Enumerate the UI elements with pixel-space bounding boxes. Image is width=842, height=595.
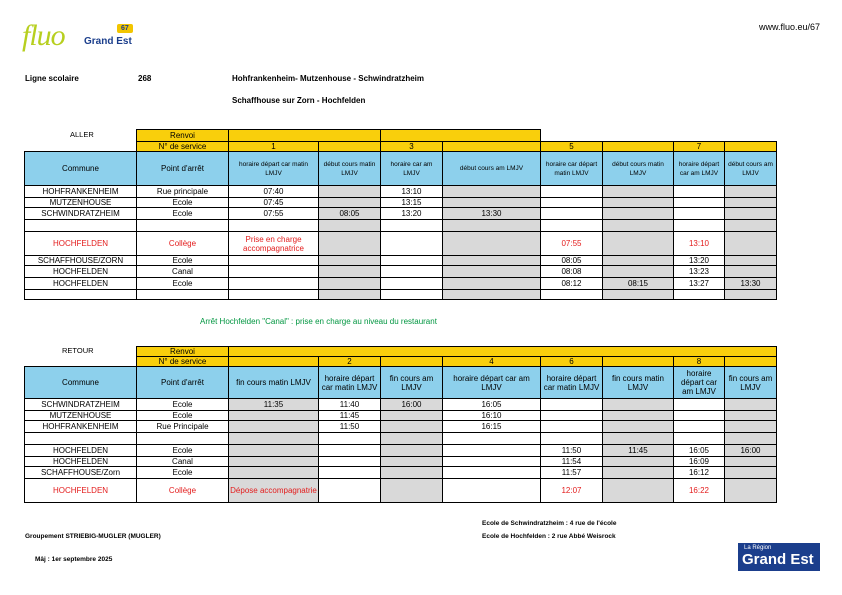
time-cell — [319, 479, 381, 503]
commune-cell: SCHWINDRATZHEIM — [25, 399, 137, 411]
time-cell — [319, 198, 381, 208]
time-cell: 13:27 — [674, 278, 725, 290]
time-cell — [443, 278, 541, 290]
time-cell — [229, 220, 319, 232]
time-cell: 13:10 — [674, 232, 725, 256]
time-cell: 11:57 — [541, 467, 603, 479]
time-cell — [319, 266, 381, 278]
time-cell — [319, 278, 381, 290]
time-cell — [725, 198, 777, 208]
column-header: horaire départ car am LMJV — [674, 152, 725, 186]
table-row — [25, 266, 777, 278]
time-cell: 16:10 — [443, 411, 541, 421]
commune-cell: HOCHFELDEN — [25, 232, 137, 256]
time-cell — [603, 220, 674, 232]
service-number: 4 — [443, 357, 541, 367]
time-cell — [541, 411, 603, 421]
time-cell — [319, 445, 381, 457]
commune-cell: HOCHFELDEN — [25, 479, 137, 503]
service-row — [25, 357, 777, 367]
commune-cell: SCHAFFHOUSE/Zorn — [25, 467, 137, 479]
time-cell: 16:05 — [443, 399, 541, 411]
time-cell — [381, 266, 443, 278]
time-cell: 11:45 — [603, 445, 674, 457]
service-row — [25, 142, 777, 152]
table-row — [25, 479, 777, 503]
time-cell: 11:50 — [541, 445, 603, 457]
time-cell — [381, 467, 443, 479]
table-row — [25, 445, 777, 457]
time-cell: Prise en charge accompagnatrice — [229, 232, 319, 256]
time-cell — [725, 411, 777, 421]
time-cell: 07:55 — [229, 208, 319, 220]
time-cell: 08:12 — [541, 278, 603, 290]
time-cell — [674, 433, 725, 445]
line-number: 268 — [138, 74, 152, 83]
time-cell — [381, 220, 443, 232]
time-cell — [229, 278, 319, 290]
stop-cell: Ecole — [137, 411, 229, 421]
retour-timetable — [24, 346, 777, 503]
service-number — [725, 357, 777, 367]
table-row — [25, 232, 777, 256]
time-cell — [603, 266, 674, 278]
commune-cell: SCHWINDRATZHEIM — [25, 208, 137, 220]
time-cell — [381, 256, 443, 266]
fluo-logo — [22, 20, 142, 56]
column-header: horaire départ car am LMJV — [674, 367, 725, 399]
column-header: Point d'arrêt — [137, 152, 229, 186]
column-header: horaire départ car matin LMJV — [541, 367, 603, 399]
time-cell — [229, 421, 319, 433]
time-cell: 07:45 — [229, 198, 319, 208]
region-logo-big: Grand Est — [742, 551, 814, 568]
renvoi-cell — [381, 130, 541, 142]
time-cell — [443, 467, 541, 479]
column-header: fin cours matin LMJV — [603, 367, 674, 399]
region-logo-small: La Région — [744, 545, 772, 551]
stop-cell: Ecole — [137, 399, 229, 411]
service-number — [725, 142, 777, 152]
table-row — [25, 457, 777, 467]
time-cell — [725, 399, 777, 411]
time-cell: 13:20 — [674, 256, 725, 266]
time-cell: 11:40 — [319, 399, 381, 411]
canal-stop-note: Arrêt Hochfelden "Canal" : prise en charge au niveau du restaurant — [200, 317, 437, 326]
column-header: Commune — [25, 367, 137, 399]
stop-cell: Rue Principale — [137, 421, 229, 433]
time-cell — [603, 421, 674, 433]
time-cell — [603, 479, 674, 503]
aller-title: ALLER — [70, 130, 94, 139]
time-cell — [541, 399, 603, 411]
time-cell — [603, 256, 674, 266]
time-cell — [541, 290, 603, 300]
stop-cell: Ecole — [137, 445, 229, 457]
time-cell: Dépose accompagnatrie — [229, 479, 319, 503]
time-cell — [603, 467, 674, 479]
update-date: Mâj : 1er septembre 2025 — [35, 556, 113, 563]
header-row — [25, 367, 777, 399]
column-header: horaire car départ matin LMJV — [541, 152, 603, 186]
time-cell — [443, 232, 541, 256]
time-cell — [603, 232, 674, 256]
table-row — [25, 278, 777, 290]
column-header: début cours am LMJV — [725, 152, 777, 186]
website-url[interactable]: www.fluo.eu/67 — [758, 22, 820, 32]
column-header: fin cours am LMJV — [725, 367, 777, 399]
service-number — [603, 357, 674, 367]
time-cell — [674, 220, 725, 232]
time-cell — [381, 278, 443, 290]
time-cell — [229, 411, 319, 421]
stop-cell: Collège — [137, 232, 229, 256]
renvoi-row — [25, 130, 777, 142]
service-number: 5 — [541, 142, 603, 152]
time-cell — [443, 256, 541, 266]
table-row — [25, 186, 777, 198]
commune-cell: HOHFRANKENHEIM — [25, 186, 137, 198]
commune-cell: HOCHFELDEN — [25, 457, 137, 467]
service-label: N° de service — [137, 142, 229, 152]
time-cell — [541, 433, 603, 445]
time-cell: 07:55 — [541, 232, 603, 256]
retour-title: RETOUR — [62, 346, 94, 355]
time-cell — [443, 445, 541, 457]
time-cell — [541, 186, 603, 198]
time-cell: 11:54 — [541, 457, 603, 467]
logo-main: fluo — [22, 19, 65, 52]
stop-cell: Collège — [137, 479, 229, 503]
time-cell: 16:15 — [443, 421, 541, 433]
time-cell — [541, 198, 603, 208]
time-cell: 08:15 — [603, 278, 674, 290]
service-number: 2 — [319, 357, 381, 367]
stop-cell: Canal — [137, 457, 229, 467]
stop-cell: Ecole — [137, 467, 229, 479]
time-cell — [229, 467, 319, 479]
time-cell — [381, 457, 443, 467]
time-cell — [381, 479, 443, 503]
commune-cell — [25, 220, 137, 232]
time-cell — [674, 411, 725, 421]
time-cell — [603, 433, 674, 445]
time-cell — [725, 266, 777, 278]
time-cell — [603, 290, 674, 300]
service-number — [381, 357, 443, 367]
time-cell — [381, 411, 443, 421]
time-cell — [229, 256, 319, 266]
time-cell — [603, 399, 674, 411]
stop-cell — [137, 433, 229, 445]
time-cell — [381, 433, 443, 445]
time-cell: 07:40 — [229, 186, 319, 198]
time-cell — [229, 266, 319, 278]
stop-cell: Ecole — [137, 278, 229, 290]
service-number — [443, 142, 541, 152]
time-cell — [229, 445, 319, 457]
time-cell — [443, 220, 541, 232]
table-row — [25, 198, 777, 208]
time-cell: 08:05 — [541, 256, 603, 266]
time-cell — [674, 290, 725, 300]
column-header: Commune — [25, 152, 137, 186]
route-title: Hohfrankenheim- Mutzenhouse - Schwindratzheim — [232, 74, 425, 83]
time-cell — [725, 208, 777, 220]
time-cell — [603, 198, 674, 208]
time-cell — [725, 256, 777, 266]
aller-timetable — [24, 129, 777, 300]
time-cell — [319, 467, 381, 479]
table-row — [25, 399, 777, 411]
time-cell — [541, 220, 603, 232]
time-cell — [674, 198, 725, 208]
commune-cell — [25, 433, 137, 445]
column-header: horaire départ car matin LMJV — [229, 152, 319, 186]
logo-badge: 67 — [117, 24, 133, 33]
service-number: 6 — [541, 357, 603, 367]
time-cell — [725, 421, 777, 433]
time-cell: 13:30 — [443, 208, 541, 220]
service-number — [603, 142, 674, 152]
time-cell — [381, 290, 443, 300]
region-grand-est-logo — [738, 543, 820, 571]
time-cell — [725, 457, 777, 467]
renvoi-cell — [229, 347, 777, 357]
time-cell — [725, 479, 777, 503]
time-cell: 08:08 — [541, 266, 603, 278]
commune-cell — [25, 290, 137, 300]
table-row — [25, 467, 777, 479]
time-cell: 16:00 — [725, 445, 777, 457]
school-address-hochfelden: Ecole de Hochfelden : 2 rue Abbé Weisrock — [482, 533, 616, 540]
stop-cell — [137, 290, 229, 300]
time-cell — [319, 220, 381, 232]
time-cell — [229, 457, 319, 467]
column-header: fin cours matin LMJV — [229, 367, 319, 399]
table-row — [25, 290, 777, 300]
time-cell — [725, 467, 777, 479]
time-cell — [725, 186, 777, 198]
time-cell: 16:09 — [674, 457, 725, 467]
time-cell — [443, 198, 541, 208]
time-cell — [229, 290, 319, 300]
time-cell — [381, 421, 443, 433]
service-number: 3 — [381, 142, 443, 152]
time-cell — [381, 232, 443, 256]
school-address-schwindratzheim: Ecole de Schwindratzheim : 4 rue de l'école — [482, 520, 617, 527]
time-cell — [725, 232, 777, 256]
column-header: Point d'arrêt — [137, 367, 229, 399]
time-cell: 08:05 — [319, 208, 381, 220]
time-cell — [674, 399, 725, 411]
time-cell: 11:50 — [319, 421, 381, 433]
commune-cell: HOCHFELDEN — [25, 278, 137, 290]
commune-cell: HOCHFELDEN — [25, 445, 137, 457]
logo-region: Grand Est — [84, 36, 132, 47]
time-cell: 13:15 — [381, 198, 443, 208]
operator-name: Groupement STRIEBIG-MUGLER (MUGLER) — [25, 533, 161, 540]
time-cell — [443, 479, 541, 503]
commune-cell: HOCHFELDEN — [25, 266, 137, 278]
column-header: horaire car am LMJV — [381, 152, 443, 186]
table-row — [25, 411, 777, 421]
table-row — [25, 433, 777, 445]
column-header: horaire départ car am LMJV — [443, 367, 541, 399]
service-number: 7 — [674, 142, 725, 152]
time-cell: 16:00 — [381, 399, 443, 411]
time-cell: 11:45 — [319, 411, 381, 421]
time-cell — [725, 290, 777, 300]
column-header: début cours am LMJV — [443, 152, 541, 186]
service-number: 1 — [229, 142, 319, 152]
time-cell — [319, 232, 381, 256]
service-label: N° de service — [137, 357, 229, 367]
time-cell: 12:07 — [541, 479, 603, 503]
service-number — [319, 142, 381, 152]
route-subtitle: Schaffhouse sur Zorn - Hochfelden — [232, 96, 366, 105]
column-header: début cours matin LMJV — [319, 152, 381, 186]
line-label: Ligne scolaire — [25, 74, 79, 83]
column-header: début cours matin LMJV — [603, 152, 674, 186]
time-cell — [541, 421, 603, 433]
time-cell — [443, 457, 541, 467]
time-cell — [443, 266, 541, 278]
stop-cell: Ecole — [137, 208, 229, 220]
renvoi-cell — [229, 130, 381, 142]
time-cell — [443, 186, 541, 198]
time-cell: 13:20 — [381, 208, 443, 220]
time-cell — [603, 457, 674, 467]
time-cell — [319, 186, 381, 198]
table-row — [25, 421, 777, 433]
time-cell — [319, 457, 381, 467]
stop-cell: Canal — [137, 266, 229, 278]
commune-cell: MUTZENHOUSE — [25, 198, 137, 208]
time-cell — [674, 208, 725, 220]
time-cell — [725, 220, 777, 232]
time-cell — [229, 433, 319, 445]
time-cell — [674, 186, 725, 198]
column-header: fin cours am LMJV — [381, 367, 443, 399]
stop-cell: Rue principale — [137, 186, 229, 198]
time-cell — [603, 208, 674, 220]
service-number — [229, 357, 319, 367]
header-row — [25, 152, 777, 186]
stop-cell — [137, 220, 229, 232]
renvoi-label: Renvoi — [137, 347, 229, 357]
time-cell: 13:10 — [381, 186, 443, 198]
time-cell — [603, 186, 674, 198]
table-row — [25, 208, 777, 220]
service-number: 8 — [674, 357, 725, 367]
time-cell — [319, 433, 381, 445]
commune-cell: SCHAFFHOUSE/ZORN — [25, 256, 137, 266]
time-cell — [674, 421, 725, 433]
renvoi-row — [25, 347, 777, 357]
time-cell — [381, 445, 443, 457]
stop-cell: Ecole — [137, 198, 229, 208]
time-cell — [725, 433, 777, 445]
table-row — [25, 220, 777, 232]
time-cell — [541, 208, 603, 220]
renvoi-label: Renvoi — [137, 130, 229, 142]
time-cell — [443, 290, 541, 300]
time-cell: 16:12 — [674, 467, 725, 479]
column-header: horaire départ car matin LMJV — [319, 367, 381, 399]
time-cell — [603, 411, 674, 421]
time-cell: 16:22 — [674, 479, 725, 503]
commune-cell: MUTZENHOUSE — [25, 411, 137, 421]
time-cell: 13:23 — [674, 266, 725, 278]
table-row — [25, 256, 777, 266]
time-cell — [319, 290, 381, 300]
time-cell — [319, 256, 381, 266]
time-cell: 16:05 — [674, 445, 725, 457]
time-cell: 11:35 — [229, 399, 319, 411]
time-cell: 13:30 — [725, 278, 777, 290]
commune-cell: HOHFRANKENHEIM — [25, 421, 137, 433]
stop-cell: Ecole — [137, 256, 229, 266]
time-cell — [443, 433, 541, 445]
